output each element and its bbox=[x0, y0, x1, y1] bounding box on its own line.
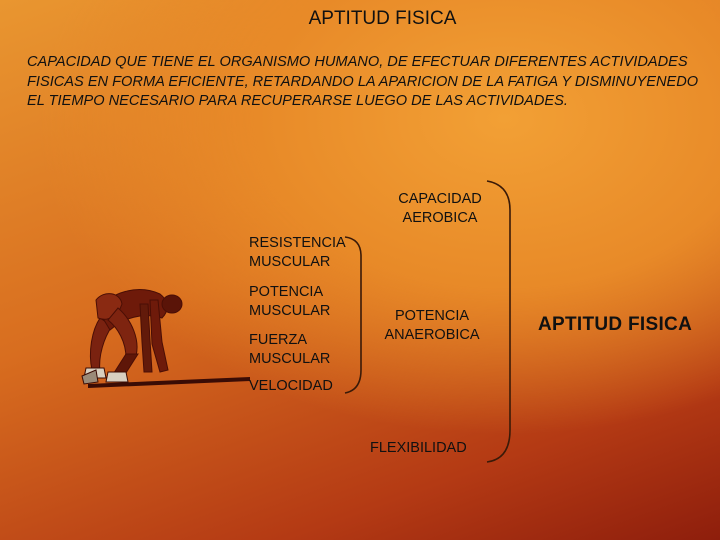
potencia-muscular-line2: MUSCULAR bbox=[249, 303, 331, 319]
definition-text: CAPACIDAD QUE TIENE EL ORGANISMO HUMANO, DE EFECTUAR DIFERENTES ACTIVIDADES FISICAS EN FORMA EFICIENTE, RETARDANDO LA APARICION DE LA FATIGA Y DISMINUYENEDO EL TIEMPO NECESARIO PARA RECUPERARSE LUEGO DE LAS ACTIVIDADES. bbox=[27, 54, 699, 109]
potencia-anaerobica-label bbox=[362, 307, 502, 345]
fuerza-muscular-line1: FUERZA bbox=[249, 332, 307, 348]
resistencia-muscular-line1: RESISTENCIA bbox=[249, 235, 346, 251]
velocidad-label: VELOCIDAD bbox=[249, 378, 333, 394]
fuerza-muscular-line2: MUSCULAR bbox=[249, 351, 331, 367]
resistencia-muscular-label bbox=[249, 234, 346, 272]
fuerza-muscular-label bbox=[249, 331, 330, 369]
potencia-muscular-line1: POTENCIA bbox=[249, 284, 324, 300]
flexibilidad-label: FLEXIBILIDAD bbox=[370, 440, 467, 456]
resistencia-muscular-line2: MUSCULAR bbox=[249, 254, 331, 270]
aptitud-fisica-result-label: APTITUD FISICA bbox=[538, 314, 693, 335]
potencia-anaerobica-line2: ANAEROBICA bbox=[384, 327, 480, 343]
sprinter-figure bbox=[82, 290, 250, 388]
capacidad-aerobica-line2: AEROBICA bbox=[402, 210, 478, 226]
potencia-anaerobica-line1: POTENCIA bbox=[394, 308, 470, 324]
capacidad-aerobica-line1: CAPACIDAD bbox=[398, 191, 482, 207]
potencia-muscular-label bbox=[249, 283, 330, 321]
page-title: APTITUD FISICA bbox=[308, 8, 457, 29]
capacidad-aerobica-label bbox=[375, 190, 505, 228]
